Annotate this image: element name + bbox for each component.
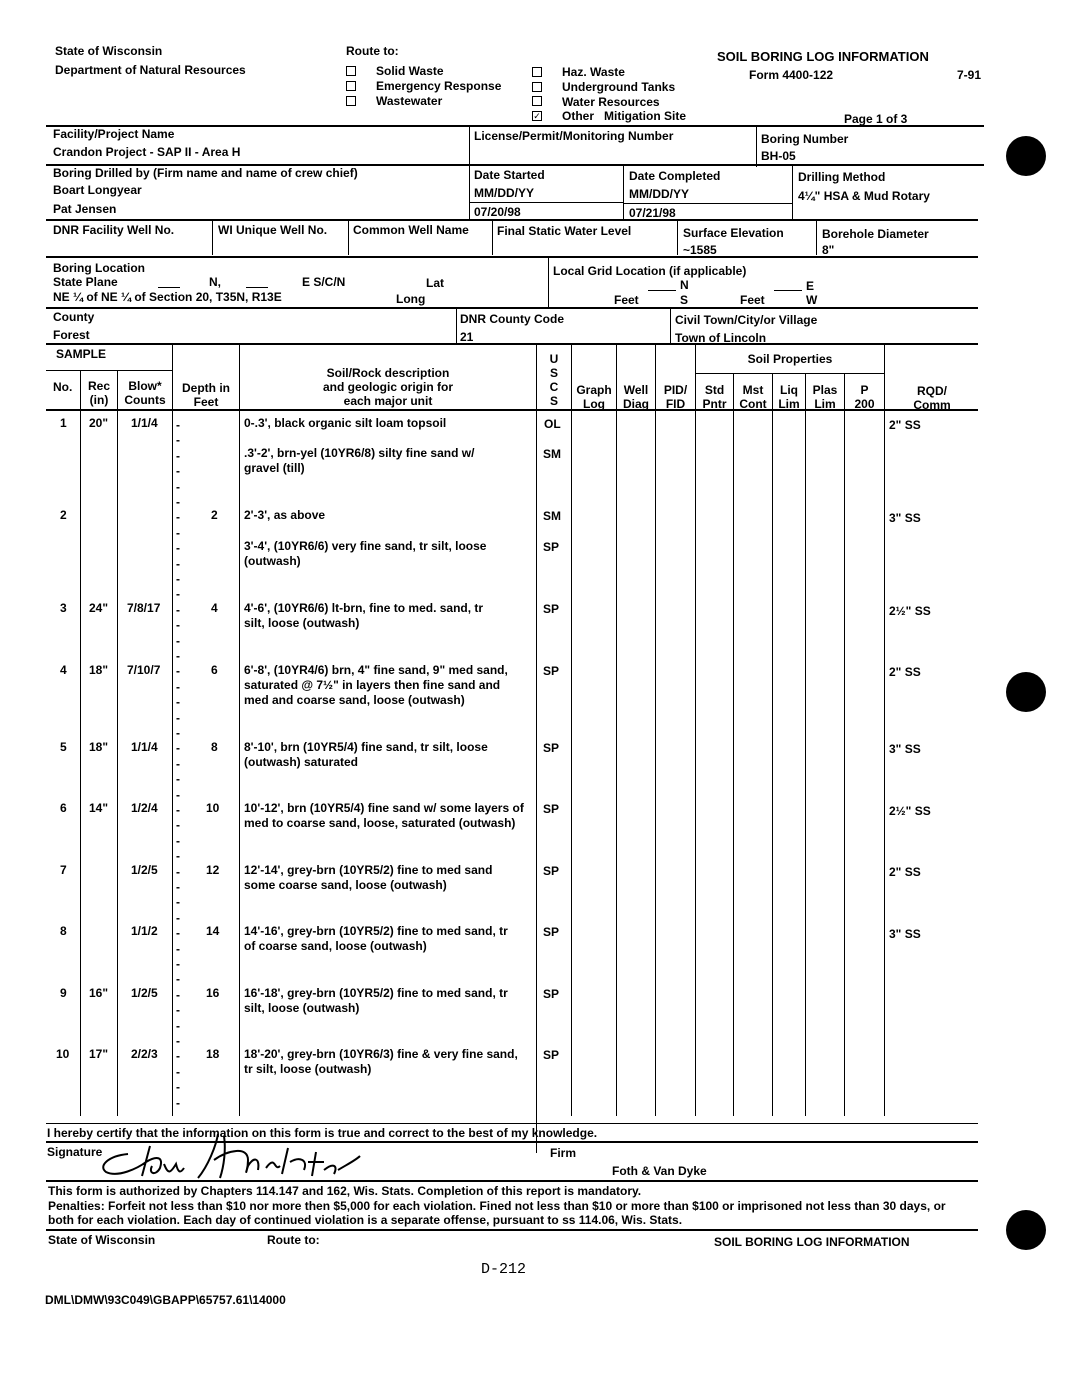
depth-tick: - bbox=[176, 803, 180, 817]
grid-feet: Feet bbox=[614, 293, 639, 307]
blow-value: 1/2/4 bbox=[131, 801, 158, 815]
depth-value: 6 bbox=[211, 663, 218, 677]
signature-scribble bbox=[98, 1126, 368, 1186]
soil-description: .3'-2', brn-yel (10YR6/8) silty fine sand w/ gravel (till) bbox=[244, 446, 475, 475]
form-number: Form 4400-122 bbox=[749, 68, 834, 82]
soil-properties-header: Soil Properties bbox=[747, 352, 833, 366]
depth-tick: - bbox=[176, 849, 180, 863]
rec-value: 14" bbox=[89, 801, 109, 815]
depth-tick: - bbox=[176, 680, 180, 694]
hole-punch bbox=[1006, 672, 1046, 712]
checkbox-emergency[interactable] bbox=[346, 81, 356, 91]
certify-text: I hereby certify that the information on this form is true and correct to the best of my knowledge. bbox=[47, 1126, 598, 1140]
crew-chief: Pat Jensen bbox=[53, 202, 117, 216]
borehole-diam-value: 8" bbox=[822, 243, 835, 257]
boring-number-label: Boring Number bbox=[761, 132, 849, 146]
form-revision: 7-91 bbox=[957, 68, 982, 82]
route-to-label: Route to: bbox=[346, 44, 399, 58]
depth-tick: - bbox=[176, 495, 180, 509]
hole-punch bbox=[1006, 136, 1046, 176]
depth-tick: - bbox=[176, 664, 180, 678]
drilling-method-label: Drilling Method bbox=[798, 170, 886, 184]
soil-description: 2'-3', as above bbox=[244, 508, 326, 522]
blow-value: 1/1/4 bbox=[131, 416, 158, 430]
soil-description: 3'-4', (10YR6/6) very fine sand, tr silt, loose (outwash) bbox=[244, 539, 487, 568]
depth-tick: - bbox=[176, 649, 180, 663]
date-started-value: 07/20/98 bbox=[474, 205, 521, 219]
depth-tick: - bbox=[176, 1049, 180, 1063]
depth-tick: - bbox=[176, 1080, 180, 1094]
depth-tick: - bbox=[176, 433, 180, 447]
grid-w: W bbox=[806, 293, 818, 307]
sample-header: SAMPLE bbox=[56, 347, 107, 361]
depth-tick: - bbox=[176, 957, 180, 971]
grid-n: N bbox=[680, 278, 689, 292]
county-code-value: 21 bbox=[460, 330, 474, 344]
checkbox-other-checked[interactable]: ✓ bbox=[533, 111, 541, 121]
page-code: D-212 bbox=[481, 1261, 527, 1278]
description-header: Soil/Rock description and geologic origin for each major unit bbox=[323, 366, 453, 408]
depth-tick: - bbox=[176, 865, 180, 879]
depth-tick: - bbox=[176, 464, 180, 478]
date-started-format: MM/DD/YY bbox=[474, 186, 534, 200]
route-label: Wastewater bbox=[376, 94, 443, 108]
route-label: Underground Tanks bbox=[562, 80, 676, 94]
esc-label: E S/C/N bbox=[302, 275, 346, 289]
uscs-value: SM bbox=[543, 447, 561, 461]
uscs-value: SP bbox=[543, 987, 560, 1001]
firm-label: Firm bbox=[550, 1146, 577, 1160]
depth-tick: - bbox=[176, 895, 180, 909]
date-completed-label: Date Completed bbox=[629, 169, 721, 183]
depth-tick: - bbox=[176, 1034, 180, 1048]
depth-tick: - bbox=[176, 572, 180, 586]
rqd-value: 2" SS bbox=[889, 865, 921, 879]
graph-log-header: Graph Log bbox=[576, 383, 612, 411]
blow-value: 1/1/2 bbox=[131, 924, 158, 938]
depth-tick: - bbox=[176, 695, 180, 709]
sample-no: 4 bbox=[60, 663, 67, 677]
grid-s: S bbox=[680, 293, 689, 307]
state-label: State of Wisconsin bbox=[55, 44, 163, 58]
rqd-value: 3" SS bbox=[889, 927, 921, 941]
depth-tick: - bbox=[176, 834, 180, 848]
rqd-value: 2" SS bbox=[889, 665, 921, 679]
depth-tick: - bbox=[176, 911, 180, 925]
n-label: N, bbox=[209, 275, 221, 289]
facility-label: Facility/Project Name bbox=[53, 127, 175, 141]
rec-value: 24" bbox=[89, 601, 109, 615]
uscs-value: SM bbox=[543, 509, 561, 523]
sample-no: 2 bbox=[60, 508, 67, 522]
depth-tick: - bbox=[176, 757, 180, 771]
depth-tick: - bbox=[176, 988, 180, 1002]
date-started-label: Date Started bbox=[474, 168, 545, 182]
firm-value: Foth & Van Dyke bbox=[612, 1164, 707, 1178]
rqd-value: 2" SS bbox=[889, 418, 921, 432]
depth-tick: - bbox=[176, 618, 180, 632]
drilled-by-label: Boring Drilled by (Firm name and name of crew chief) bbox=[53, 166, 358, 180]
uscs-value: SP bbox=[543, 602, 560, 616]
soil-description: 16'-18', grey-brn (10YR5/2) fine to med sand, tr silt, loose (outwash) bbox=[244, 986, 508, 1015]
soil-description: 4'-6', (10YR6/6) lt-brn, fine to med. sand, tr silt, loose (outwash) bbox=[244, 601, 484, 630]
signature bbox=[98, 1126, 368, 1186]
depth-tick: - bbox=[176, 510, 180, 524]
depth-value: 10 bbox=[206, 801, 220, 815]
soil-description: 12'-14', grey-brn (10YR5/2) fine to med sand some coarse sand, loose (outwash) bbox=[244, 863, 493, 892]
depth-tick: - bbox=[176, 603, 180, 617]
dnr-well-label: DNR Facility Well No. bbox=[53, 223, 175, 237]
town-label: Civil Town/City/or Village bbox=[675, 313, 818, 327]
depth-tick: - bbox=[176, 526, 180, 540]
lat-label: Lat bbox=[426, 276, 444, 290]
soil-description: 0-.3', black organic silt loam topsoil bbox=[244, 416, 447, 430]
sample-no: 9 bbox=[60, 986, 67, 1000]
section-value: NE ¼ of NE ¼ of Section 20, T35N, R13E bbox=[53, 290, 282, 304]
grid-location-label: Local Grid Location (if applicable) bbox=[553, 264, 747, 278]
rec-value: 20" bbox=[89, 416, 109, 430]
penalties-text: Penalties: Forfeit not less than $10 nor more then $5,000 for each violation. Fined not less than $10 or more than $100 or imprisoned not less than 30 days, or bbox=[48, 1199, 946, 1213]
hole-punch bbox=[1006, 1210, 1046, 1250]
depth-tick: - bbox=[176, 1003, 180, 1017]
blow-value: 2/2/3 bbox=[131, 1047, 158, 1061]
blow-value: 7/8/17 bbox=[127, 601, 161, 615]
depth-tick: - bbox=[176, 541, 180, 555]
state-plane-label: State Plane bbox=[53, 275, 118, 289]
date-completed-value: 07/21/98 bbox=[629, 206, 676, 220]
depth-value: 16 bbox=[206, 986, 220, 1000]
drilling-method-value: 4¼" HSA & Mud Rotary bbox=[798, 189, 930, 203]
sample-no: 3 bbox=[60, 601, 67, 615]
depth-tick: - bbox=[176, 788, 180, 802]
rqd-value: 3" SS bbox=[889, 742, 921, 756]
liq-lim-header: Liq Lim bbox=[778, 383, 800, 411]
blow-value: 1/1/4 bbox=[131, 740, 158, 754]
depth-tick: - bbox=[176, 726, 180, 740]
rec-value: 16" bbox=[89, 986, 109, 1000]
depth-value: 18 bbox=[206, 1047, 220, 1061]
depth-tick: - bbox=[176, 1065, 180, 1079]
county-value: Forest bbox=[53, 328, 90, 342]
depth-tick: - bbox=[176, 926, 180, 940]
common-well-label: Common Well Name bbox=[353, 223, 469, 237]
depth-tick: - bbox=[176, 449, 180, 463]
rqd-value: 2½" SS bbox=[889, 604, 931, 618]
town-value: Town of Lincoln bbox=[675, 331, 767, 345]
depth-tick: - bbox=[176, 880, 180, 894]
facility-value: Crandon Project - SAP II - Area H bbox=[53, 145, 241, 159]
depth-tick: - bbox=[176, 418, 180, 432]
soil-description: 10'-12', brn (10YR5/4) fine sand w/ some layers of med to coarse sand, loose, saturated (outwash) bbox=[244, 801, 524, 830]
std-pntr-header: Std Pntr bbox=[702, 383, 727, 411]
col-line bbox=[80, 410, 81, 1116]
pid-fid-header: PID/ FID bbox=[663, 383, 688, 411]
checkbox-water-resources[interactable] bbox=[532, 96, 542, 106]
route-label: Solid Waste bbox=[376, 64, 444, 78]
sample-no: 6 bbox=[60, 801, 67, 815]
surface-elev-value: ~1585 bbox=[683, 243, 717, 257]
depth-header: Depth in Feet bbox=[182, 381, 230, 409]
file-path: DML\DMW\93C049\GBAPP\65757.61\14000 bbox=[45, 1293, 286, 1307]
date-completed-format: MM/DD/YY bbox=[629, 187, 689, 201]
page-number: Page 1 of 3 bbox=[844, 112, 908, 126]
rec-header: Rec (in) bbox=[87, 379, 110, 407]
rec-value: 18" bbox=[89, 663, 109, 677]
sample-no: 7 bbox=[60, 863, 67, 877]
soil-description: 14'-16', grey-brn (10YR5/2) fine to med sand, tr of coarse sand, loose (outwash) bbox=[244, 924, 508, 953]
sample-no: 1 bbox=[60, 416, 67, 430]
depth-value: 2 bbox=[211, 508, 218, 522]
blow-value: 1/2/5 bbox=[131, 986, 158, 1000]
grid-feet: Feet bbox=[740, 293, 765, 307]
uscs-value: OL bbox=[544, 417, 561, 431]
sample-no: 8 bbox=[60, 924, 67, 938]
rec-value: 18" bbox=[89, 740, 109, 754]
depth-tick: - bbox=[176, 741, 180, 755]
depth-tick: - bbox=[176, 772, 180, 786]
route-label: Haz. Waste bbox=[562, 65, 625, 79]
depth-tick: - bbox=[176, 557, 180, 571]
grid-e: E bbox=[806, 279, 815, 293]
depth-value: 8 bbox=[211, 740, 218, 754]
checkbox-underground-tanks[interactable] bbox=[532, 82, 542, 92]
depth-tick: - bbox=[176, 711, 180, 725]
rqd-header: RQD/ Comm bbox=[913, 384, 951, 412]
county-code-label: DNR County Code bbox=[460, 312, 564, 326]
long-label: Long bbox=[396, 292, 426, 306]
authorization-text: This form is authorized by Chapters 114.147 and 162, Wis. Stats. Completion of this report is mandatory. bbox=[48, 1184, 642, 1198]
checkbox-wastewater[interactable] bbox=[346, 96, 356, 106]
depth-value: 14 bbox=[206, 924, 220, 938]
license-label: License/Permit/Monitoring Number bbox=[474, 129, 674, 143]
borehole-diam-label: Borehole Diameter bbox=[822, 227, 929, 241]
signature-label: Signature bbox=[47, 1145, 103, 1159]
route-label: Water Resources bbox=[562, 95, 660, 109]
route-label: Other Mitigation Site bbox=[562, 109, 687, 123]
drill-firm: Boart Longyear bbox=[53, 183, 142, 197]
footer-state: State of Wisconsin bbox=[48, 1233, 156, 1247]
boring-location-label: Boring Location bbox=[53, 261, 145, 275]
soil-description: 18'-20', grey-brn (10YR6/3) fine & very fine sand, tr silt, loose (outwash) bbox=[244, 1047, 518, 1076]
depth-tick: - bbox=[176, 972, 180, 986]
wi-unique-label: WI Unique Well No. bbox=[218, 223, 328, 237]
well-diag-header: Well Diag bbox=[622, 383, 649, 411]
static-water-label: Final Static Water Level bbox=[497, 224, 632, 238]
depth-tick: - bbox=[176, 587, 180, 601]
mst-cont-header: Mst Cont bbox=[739, 383, 767, 411]
depth-tick: - bbox=[176, 1019, 180, 1033]
boring-number-value: BH-05 bbox=[761, 149, 796, 163]
rec-value: 17" bbox=[89, 1047, 109, 1061]
checkbox-haz-waste[interactable] bbox=[532, 67, 542, 77]
uscs-value: SP bbox=[543, 1048, 560, 1062]
no-header: No. bbox=[53, 380, 73, 394]
blow-counts-header: Blow* Counts bbox=[124, 379, 166, 407]
form-title: SOIL BORING LOG INFORMATION bbox=[717, 49, 929, 64]
uscs-header: U S C S bbox=[549, 352, 559, 408]
county-label: County bbox=[53, 310, 95, 324]
p200-header: P 200 bbox=[854, 383, 875, 411]
soil-description: 8'-10', brn (10YR5/4) fine sand, tr silt, loose (outwash) saturated bbox=[244, 740, 488, 769]
blow-value: 7/10/7 bbox=[127, 663, 161, 677]
rqd-value: 2½" SS bbox=[889, 804, 931, 818]
soil-description: 6'-8', (10YR4/6) brn, 4" fine sand, 9" med sand, saturated @ 7½" in layers then fine sand and med and coarse sand, loose (outwash) bbox=[244, 663, 508, 707]
footer-title: SOIL BORING LOG INFORMATION bbox=[714, 1235, 910, 1249]
depth-tick: - bbox=[176, 1096, 180, 1110]
penalties-text: both for each violation. Each day of continued violation is a separate offense, pursuant to ss 114.06, Wis. Stats. bbox=[48, 1213, 683, 1227]
footer-route: Route to: bbox=[267, 1233, 320, 1247]
route-label: Emergency Response bbox=[376, 79, 502, 93]
plas-lim-header: Plas Lim bbox=[812, 383, 838, 411]
sample-no: 5 bbox=[60, 740, 67, 754]
uscs-value: SP bbox=[543, 741, 560, 755]
uscs-value: SP bbox=[543, 664, 560, 678]
depth-tick: - bbox=[176, 480, 180, 494]
uscs-value: SP bbox=[543, 802, 560, 816]
depth-tick: - bbox=[176, 818, 180, 832]
uscs-value: SP bbox=[543, 864, 560, 878]
blow-value: 1/2/5 bbox=[131, 863, 158, 877]
checkbox-solid-waste[interactable] bbox=[346, 66, 356, 76]
rqd-value: 3" SS bbox=[889, 511, 921, 525]
uscs-value: SP bbox=[543, 540, 560, 554]
dept-label: Department of Natural Resources bbox=[55, 63, 246, 77]
depth-tick: - bbox=[176, 634, 180, 648]
depth-value: 12 bbox=[206, 863, 220, 877]
surface-elev-label: Surface Elevation bbox=[683, 226, 784, 240]
depth-value: 4 bbox=[211, 601, 218, 615]
sample-no: 10 bbox=[56, 1047, 70, 1061]
depth-tick: - bbox=[176, 942, 180, 956]
uscs-value: SP bbox=[543, 925, 560, 939]
